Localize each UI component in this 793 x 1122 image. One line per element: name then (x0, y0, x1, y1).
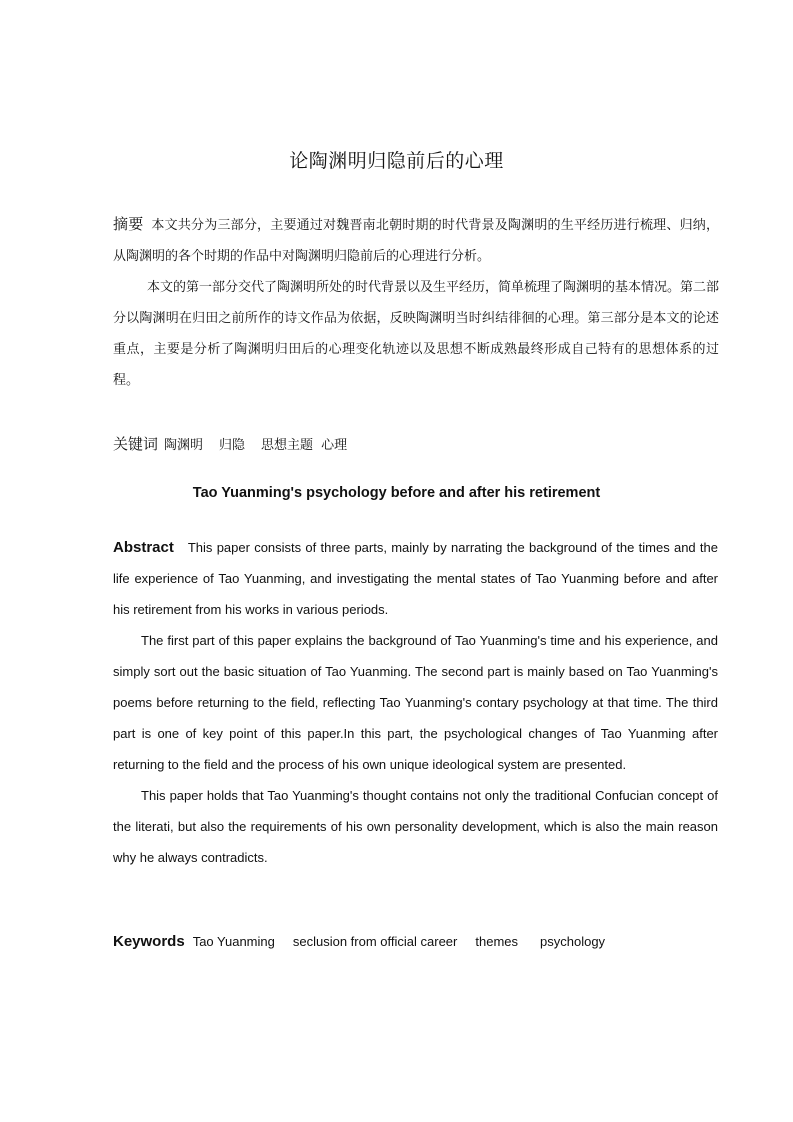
chinese-title: 论陶渊明归隐前后的心理 (289, 150, 504, 172)
chinese-keywords (113, 432, 347, 458)
chinese-abstract-text-1: 本文共分为三部分，主要通过对魏晋南北朝时期的时代背景及陶渊明的生平经历进行梳理、归纳，从陶渊明的各个时期的作品中对陶渊明归隐前后的心理进行分析。 (113, 218, 719, 264)
english-abstract-paragraph-3: This paper holds that Tao Yuanming's thought contains not only the traditional Confucian concept of the literati, but also the requirements of his own personality development, which is also the main reason why he always contradicts. (113, 788, 718, 865)
english-abstract-paragraph-1 (113, 532, 718, 625)
english-keywords-label: Keywords (113, 933, 185, 950)
chinese-abstract-label: 摘要 (113, 215, 144, 233)
chinese-abstract (113, 209, 719, 396)
chinese-keyword-3: 思想主题 (261, 438, 314, 453)
chinese-abstract-paragraph-2: 本文的第一部分交代了陶渊明所处的时代背景以及生平经历，简单梳理了陶渊明的基本情况。第二部分以陶渊明在归田之前所作的诗文作品为依据，反映陶渊明当时纠结徘徊的心理。第三部分是本文的论述重点，主要是分析了陶渊明归田后的心理变化轨迹以及思想不断成熟最终形成自己特有的思想体系的过程。 (113, 280, 720, 388)
english-keyword-3: themes (475, 934, 519, 949)
english-keyword-2: seclusion from official career (292, 934, 458, 949)
english-keyword-4: psychology (540, 934, 606, 949)
english-abstract-text-1: This paper consists of three parts, mainly by narrating the background of the times and the life experience of Tao Yuanming, and investigating the mental states of Tao Yuanming before and after his retirement from his works in various periods. (113, 540, 718, 617)
chinese-keyword-2: 归隐 (219, 438, 246, 453)
english-title: Tao Yuanming's psychology before and after his retirement (192, 485, 601, 501)
english-keyword-1: Tao Yuanming (192, 934, 275, 949)
english-abstract-label: Abstract (113, 539, 174, 556)
chinese-keyword-1: 陶渊明 (164, 438, 204, 453)
english-keywords (113, 930, 605, 954)
english-abstract (113, 532, 718, 873)
chinese-abstract-paragraph-1 (113, 209, 719, 272)
english-abstract-paragraph-2: The first part of this paper explains the background of Tao Yuanming's time and his experience, and simply sort out the basic situation of Tao Yuanming. The second part is mainly based on Tao Yuanming's poems before returning to the field, reflecting Tao Yuanming's contary psychology at that time. The third part is one of key point of this paper.In this part, the psychological changes of Tao Yuanming after returning to the field and the process of his own unique ideological system are presented. (113, 633, 718, 772)
chinese-keywords-label: 关键词 (113, 435, 159, 453)
chinese-keyword-4: 心理 (321, 438, 348, 453)
